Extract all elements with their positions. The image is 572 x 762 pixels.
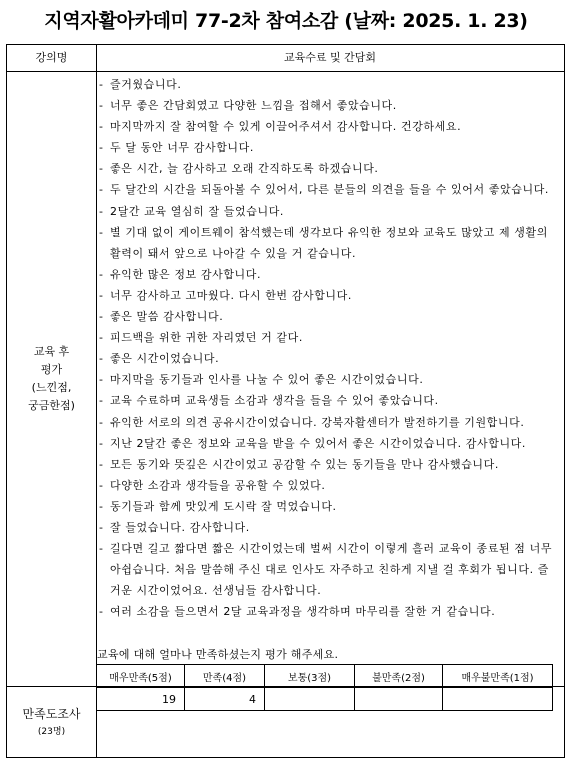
satisfaction-header-row (97, 665, 553, 688)
satisfaction-value-cell (355, 688, 443, 711)
header-lecture-title: 교육수료 및 간담회 (283, 51, 376, 64)
feedback-item: - 두 달간의 시간을 되돌아볼 수 있어서, 다른 분들의 의견을 들을 수 있어서 좋았습니다. (99, 179, 559, 200)
feedback-item: - 교육 수료하며 교육생들 소감과 생각을 들을 수 있어 좋았습니다. (99, 390, 559, 411)
survey-respondent-count: (23명) (37, 727, 66, 737)
feedback-item: - 좋은 시간, 늘 감사하고 오래 간직하도록 하겠습니다. (99, 158, 559, 179)
evaluation-label-line: (느낀점, (31, 381, 72, 394)
feedback-item: - 유익한 많은 정보 감사합니다. (99, 264, 559, 285)
survey-label-text: 만족도조사 (22, 707, 81, 721)
feedback-item: - 너무 감사하고 고마웠다. 다시 한번 감사합니다. (99, 285, 559, 306)
satisfaction-value-cell (265, 688, 355, 711)
feedback-item: - 좋은 말씀 감사합니다. (99, 306, 559, 327)
survey-label (7, 705, 96, 741)
evaluation-label-line: 교육 후 (33, 345, 70, 358)
feedback-list (99, 74, 559, 622)
feedback-item: - 모든 동기와 뜻깊은 시간이었고 공감할 수 있는 동기들을 만나 감사했습니다. (99, 454, 559, 475)
satisfaction-value-cell (443, 688, 553, 711)
satisfaction-header-cell: 보통(3점) (265, 665, 355, 688)
header-divider (7, 71, 564, 72)
satisfaction-header-cell: 불만족(2점) (355, 665, 443, 688)
feedback-item: - 마지막까지 잘 참여할 수 있게 이끌어주셔서 감사합니다. 건강하세요. (99, 116, 559, 137)
feedback-item: - 두 달 동안 너무 감사합니다. (99, 137, 559, 158)
feedback-item: - 즐거웠습니다. (99, 74, 559, 95)
feedback-item: - 길다면 길고 짧다면 짧은 시간이었는데 벌써 시간이 이렇게 흘러 교육이 종료된 점 너무 아쉽습니다. 처음 말씀해 주신 대로 인사도 자주하고 친하게 지낼 걸 후회가 됩니다. 즐거운 시간이었어요. 선생님들 감사합니다. (99, 538, 559, 601)
satisfaction-header-cell: 매우만족(5점) (97, 665, 185, 688)
satisfaction-value-cell: 4 (185, 688, 265, 711)
feedback-item: - 지난 2달간 좋은 정보와 교육을 받을 수 있어서 좋은 시간이었습니다. 감사합니다. (99, 433, 559, 454)
feedback-item: - 별 기대 없이 게이트웨이 참석했는데 생각보다 유익한 정보와 교육도 많았고 제 생활의 활력이 돼서 앞으로 나아갈 수 있을 거 같습니다. (99, 222, 559, 264)
feedback-item: - 좋은 시간이었습니다. (99, 348, 559, 369)
feedback-item: - 너무 좋은 간담회였고 다양한 느낌을 접해서 좋았습니다. (99, 95, 559, 116)
feedback-item: - 다양한 소감과 생각들을 공유할 수 있었다. (99, 475, 559, 496)
feedback-item: - 유익한 서로의 의견 공유시간이었습니다. 강북자활센터가 발전하기를 기원합니다. (99, 412, 559, 433)
feedback-item: - 피드백을 위한 귀한 자리였던 거 같다. (99, 327, 559, 348)
survey-question: 교육에 대해 얼마나 만족하셨는지 평가 해주세요. (97, 648, 339, 661)
satisfaction-value-cell: 19 (97, 688, 185, 711)
feedback-item: - 동기들과 함께 맛있게 도시락 잘 먹었습니다. (99, 496, 559, 517)
page-title: 지역자활아카데미 77-2차 참여소감 (날짜: 2025. 1. 23) (44, 10, 528, 32)
feedback-item: - 잘 들었습니다. 감사합니다. (99, 517, 559, 538)
evaluation-label-line: 궁금한점) (28, 399, 75, 412)
header-lecture-name: 강의명 (35, 51, 68, 64)
satisfaction-value-row (97, 688, 553, 711)
satisfaction-header-cell: 만족(4점) (185, 665, 265, 688)
feedback-item: - 여러 소감을 들으면서 2달 교육과정을 생각하며 마무리를 잘한 거 같습니다. (99, 601, 559, 622)
satisfaction-header-cell: 매우불만족(1점) (443, 665, 553, 688)
feedback-item: - 2달간 교육 열심히 잘 들었습니다. (99, 201, 559, 222)
satisfaction-table (96, 664, 553, 711)
evaluation-label-line: 평가 (40, 363, 63, 376)
evaluation-label (7, 343, 96, 415)
feedback-item: - 마지막을 동기들과 인사를 나눌 수 있어 좋은 시간이었습니다. (99, 369, 559, 390)
